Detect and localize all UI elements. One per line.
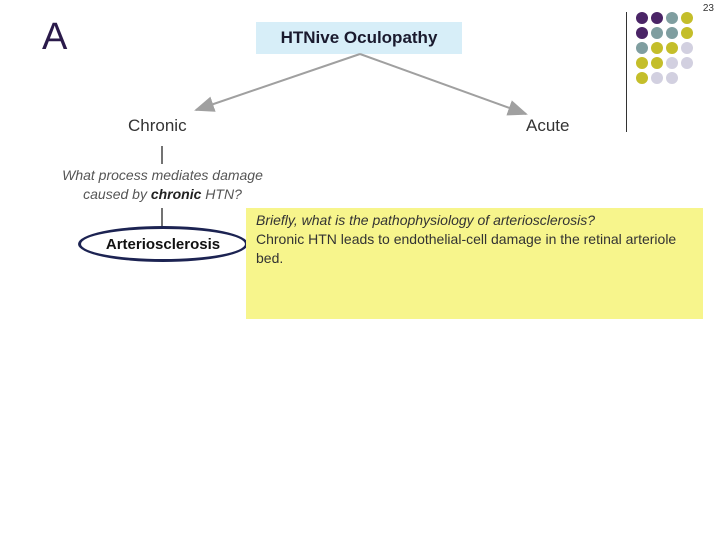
- decorative-dot: [651, 12, 663, 24]
- answer-oval: [78, 226, 248, 262]
- decorative-dot: [651, 27, 663, 39]
- arrow-to-acute: [360, 54, 526, 114]
- decorative-dot: [666, 27, 678, 39]
- answer-box: [246, 208, 703, 319]
- decorative-dot: [651, 72, 663, 84]
- decorative-dot: [636, 57, 648, 69]
- decorative-dot: [636, 42, 648, 54]
- decorative-dot: [666, 57, 678, 69]
- decorative-dot: [636, 12, 648, 24]
- decorative-dot-grid: [636, 12, 693, 84]
- decorative-dot: [681, 42, 693, 54]
- decorative-dot: [666, 72, 678, 84]
- question-suffix: HTN?: [201, 186, 242, 202]
- question-prefix: What process mediates damage caused by: [62, 167, 263, 202]
- branch-chronic: Chronic: [128, 116, 187, 135]
- decorative-dot: [666, 12, 678, 24]
- answer-box-answer: Chronic HTN leads to endothelial-cell damage in the retinal arteriole bed.: [256, 231, 677, 266]
- question-emphasis: chronic: [150, 186, 202, 202]
- answer-label: Arteriosclerosis: [105, 235, 221, 253]
- title-text: HTNive Oculopathy: [280, 28, 438, 47]
- decorative-dot: [681, 27, 693, 39]
- branch-acute: Acute: [526, 116, 570, 135]
- decorative-dot: [681, 57, 693, 69]
- answer-box-question: Briefly, what is the pathophysiology of arteriosclerosis?: [256, 212, 596, 228]
- decorative-dot: [651, 42, 663, 54]
- decorative-dot: [666, 42, 678, 54]
- mechanism-question: [40, 166, 285, 204]
- decorative-dot: [651, 57, 663, 69]
- decorative-dot: [636, 72, 648, 84]
- decorative-dot: [681, 12, 693, 24]
- page-number: 23: [702, 3, 714, 14]
- section-letter: A: [42, 16, 68, 58]
- arrow-to-chronic: [196, 54, 360, 110]
- vertical-divider: [626, 12, 627, 132]
- decorative-dot: [636, 27, 648, 39]
